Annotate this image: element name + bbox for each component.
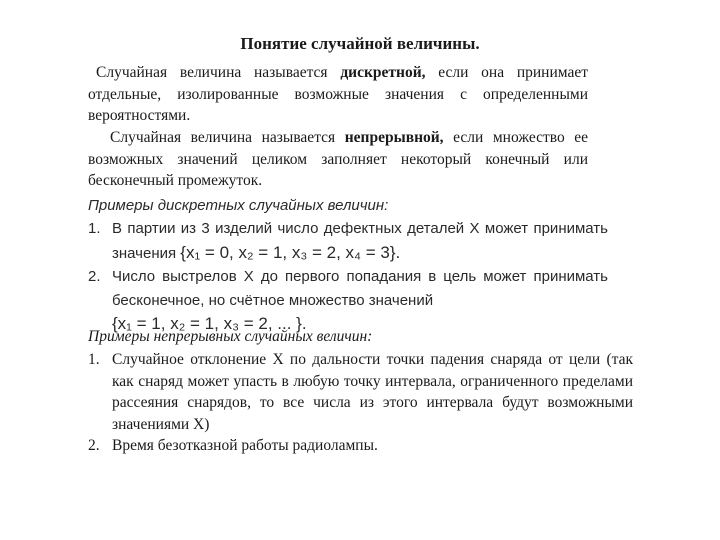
- continuous-def-term: непрерывной,: [344, 129, 444, 146]
- list-item-number: 1.: [88, 351, 100, 368]
- discrete-def-post: если она принимает отдельные, изолированные возможные значения с определенными вероятностями.: [88, 64, 589, 124]
- list-item-text: Время безотказной работы радиолампы.: [112, 437, 378, 454]
- list-item-number: 2.: [88, 268, 101, 285]
- discrete-definition: [88, 62, 588, 127]
- list-item-number: 1.: [88, 220, 101, 237]
- discrete-examples-heading: Примеры дискретных случайных величин:: [88, 197, 389, 214]
- list-item-number: 2.: [88, 437, 100, 454]
- value-set-formula: {x₁ = 0, x₂ = 1, x₃ = 2, x₄ = 3}.: [180, 242, 401, 262]
- list-item: [88, 349, 633, 435]
- list-item-text: Число выстрелов X до первого попадания в цель может принимать бесконечное, но счётное множество значений: [112, 268, 608, 309]
- discrete-def-pre: Случайная величина называется: [96, 64, 328, 81]
- continuous-def-post: если множество ее возможных значений целиком заполняет некоторый конечный или бесконечный промежуток.: [88, 129, 589, 189]
- discrete-examples-list: [88, 217, 608, 337]
- value-set-formula: {x₁ = 1, x₂ = 1, x₃ = 2, ... }.: [112, 314, 307, 333]
- continuous-examples-list: [88, 349, 633, 457]
- continuous-examples-heading: Примеры непрерывных случайных величин:: [88, 328, 373, 345]
- page-title: Понятие случайной величины.: [240, 34, 480, 53]
- discrete-def-term: дискретной,: [340, 64, 426, 81]
- list-item: [88, 435, 633, 457]
- continuous-definition: [88, 127, 588, 192]
- list-item: [88, 217, 608, 265]
- list-item-text: В партии из 3 изделий число дефектных деталей X может принимать значения: [112, 220, 608, 262]
- list-item-text: Случайное отклонение X по дальности точки падения снаряда от цели (так как снаряд может упасть в любую точку интервала, ограниченного пределами рассеяния снарядов, то все числа из этого интервала будут возможными значениями X): [112, 351, 633, 433]
- continuous-def-pre: Случайная величина называется: [110, 129, 336, 146]
